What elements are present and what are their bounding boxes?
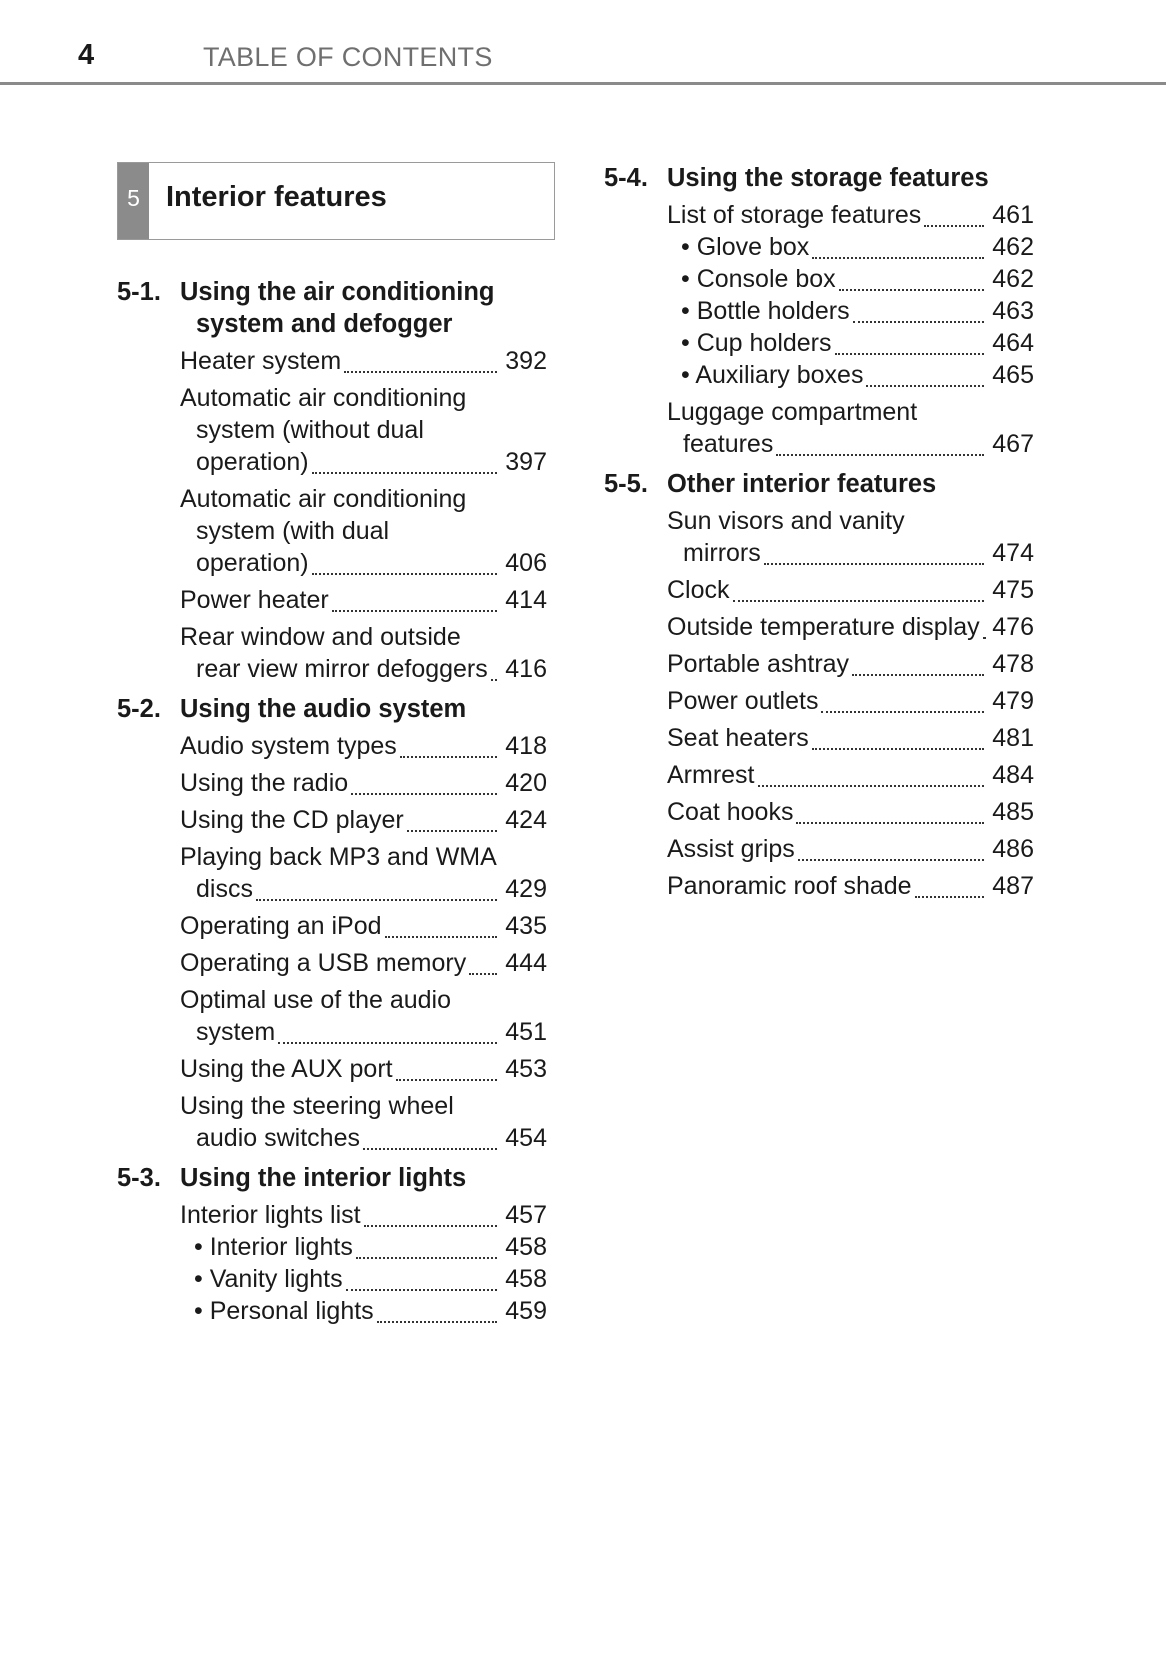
dot-leader [491, 661, 497, 681]
toc-entry[interactable] [180, 1199, 547, 1231]
toc-subentry[interactable] [667, 263, 1034, 295]
entry-page-number: 453 [505, 1055, 547, 1083]
entry-page-number: 474 [992, 539, 1034, 567]
entry-page-number: 451 [505, 1018, 547, 1046]
dot-leader [256, 881, 497, 901]
entry-page-number: 464 [992, 329, 1034, 357]
toc-section [604, 162, 1034, 460]
entry-label: Rear window and outside rear view mirror defoggers [180, 623, 488, 683]
toc-entry[interactable] [667, 759, 1034, 791]
entry-label: • Auxiliary boxes [681, 361, 864, 389]
entry-label: • Glove box [681, 233, 810, 261]
entry-label: Power heater [180, 586, 329, 614]
entry-page-number: 459 [505, 1297, 547, 1325]
dot-leader [356, 1239, 497, 1259]
entry-page-number: 476 [992, 613, 1034, 641]
entry-label: • Personal lights [194, 1297, 374, 1325]
dot-leader [351, 775, 497, 795]
dot-leader [764, 545, 984, 565]
entry-page-number: 457 [505, 1201, 547, 1229]
toc-entry[interactable] [180, 1053, 547, 1085]
toc-entry[interactable] [180, 984, 547, 1048]
toc-entry[interactable] [180, 483, 547, 579]
dot-leader [853, 303, 984, 323]
dot-leader [400, 738, 497, 758]
toc-subentry[interactable] [667, 231, 1034, 263]
dot-leader [758, 767, 985, 787]
chapter-heading-box [117, 162, 555, 240]
entry-label: Using the radio [180, 769, 349, 797]
entry-label: • Bottle holders [681, 297, 850, 325]
entry-label: • Console box [681, 265, 836, 293]
toc-subentry[interactable] [180, 1263, 547, 1295]
entry-label: Interior lights list [180, 1201, 361, 1229]
entry-label: Armrest [667, 761, 755, 789]
dot-leader [364, 1207, 497, 1227]
toc-section [117, 276, 547, 685]
toc-entry[interactable] [180, 804, 547, 836]
dot-leader [798, 841, 984, 861]
dot-leader [363, 1130, 497, 1150]
toc-entry[interactable] [667, 685, 1034, 717]
entry-list [180, 1199, 547, 1327]
entry-label: Portable ashtray [667, 650, 850, 678]
entry-page-number: 467 [992, 430, 1034, 458]
entry-label: Assist grips [667, 835, 795, 863]
entry-page-number: 458 [505, 1233, 547, 1261]
entry-label: Outside temperature display [667, 613, 980, 641]
entry-page-number: 487 [992, 872, 1034, 900]
dot-leader [821, 693, 984, 713]
entry-label: • Interior lights [194, 1233, 353, 1261]
section-title: Using the audio system [180, 695, 467, 723]
entry-label: Panoramic roof shade [667, 872, 912, 900]
entry-page-number: 465 [992, 361, 1034, 389]
entry-page-number: 478 [992, 650, 1034, 678]
section-number: 5-5. [604, 470, 648, 498]
entry-label: Automatic air conditioning system (with dual operation) [180, 485, 467, 577]
entry-label: • Cup holders [681, 329, 832, 357]
section-number: 5-4. [604, 164, 648, 192]
entry-page-number: 418 [505, 732, 547, 760]
entry-label: Operating a USB memory [180, 949, 467, 977]
entry-page-number: 458 [505, 1265, 547, 1293]
entry-page-number: 420 [505, 769, 547, 797]
dot-leader [812, 730, 984, 750]
entry-page-number: 435 [505, 912, 547, 940]
running-title: TABLE OF CONTENTS [203, 42, 493, 72]
section-number: 5-2. [117, 695, 161, 723]
section-heading[interactable] [604, 162, 1034, 194]
entry-page-number: 486 [992, 835, 1034, 863]
entry-list [667, 199, 1034, 460]
toc-entry[interactable] [667, 796, 1034, 828]
toc-entry[interactable] [180, 621, 547, 685]
entry-label: Using the AUX port [180, 1055, 393, 1083]
toc-section [604, 468, 1034, 902]
dot-leader [796, 804, 984, 824]
section-title: Using the storage features [667, 164, 989, 192]
toc-entry[interactable] [180, 584, 547, 616]
toc-subentry[interactable] [667, 295, 1034, 327]
section-heading[interactable] [117, 693, 547, 725]
toc-entry[interactable] [180, 382, 547, 478]
entry-page-number: 484 [992, 761, 1034, 789]
toc-entry[interactable] [667, 505, 1034, 569]
toc-entry[interactable] [667, 611, 1034, 643]
entry-list [180, 345, 547, 685]
entry-label: Audio system types [180, 732, 397, 760]
entry-label: Using the CD player [180, 806, 404, 834]
entry-page-number: 481 [992, 724, 1034, 752]
toc-subentry[interactable] [180, 1295, 547, 1327]
entry-page-number: 416 [505, 655, 547, 683]
toc-column-left [117, 268, 547, 1331]
entry-page-number: 461 [992, 201, 1034, 229]
entry-page-number: 414 [505, 586, 547, 614]
dot-leader [278, 1024, 497, 1044]
dot-leader [915, 878, 984, 898]
entry-label: Heater system [180, 347, 342, 375]
toc-entry[interactable] [667, 199, 1034, 231]
section-title: Using the interior lights [180, 1164, 467, 1192]
dot-leader [346, 1271, 497, 1291]
entry-page-number: 475 [992, 576, 1034, 604]
entry-page-number: 392 [505, 347, 547, 375]
toc-section [117, 1162, 547, 1327]
section-heading[interactable] [604, 468, 1034, 500]
dot-leader [733, 582, 984, 602]
dot-leader [852, 656, 984, 676]
entry-label: Operating an iPod [180, 912, 382, 940]
entry-page-number: 444 [505, 949, 547, 977]
entry-label: Power outlets [667, 687, 819, 715]
toc-entry[interactable] [667, 833, 1034, 865]
section-number: 5-1. [117, 278, 161, 306]
dot-leader [812, 239, 984, 259]
dot-leader [469, 955, 497, 975]
section-title: Other interior features [667, 470, 937, 498]
section-title: Using the air conditioning system and defogger [180, 278, 495, 338]
entry-label: Seat heaters [667, 724, 809, 752]
entry-label: Automatic air conditioning system (without dual operation) [180, 384, 467, 476]
entry-label: Luggage compartment features [667, 398, 918, 458]
page-number: 4 [78, 39, 95, 71]
toc-entry[interactable] [667, 396, 1034, 460]
dot-leader [396, 1061, 497, 1081]
toc-column-right [604, 154, 1034, 906]
entry-label: Playing back MP3 and WMA discs [180, 843, 496, 903]
entry-page-number: 462 [992, 265, 1034, 293]
entry-page-number: 424 [505, 806, 547, 834]
dot-leader [312, 555, 497, 575]
toc-entry[interactable] [180, 767, 547, 799]
entry-label: Using the steering wheel audio switches [180, 1092, 454, 1152]
dot-leader [385, 918, 497, 938]
toc-section [117, 693, 547, 1154]
toc-entry[interactable] [180, 910, 547, 942]
section-number: 5-3. [117, 1164, 161, 1192]
dot-leader [983, 619, 984, 639]
section-heading[interactable] [117, 1162, 547, 1194]
dot-leader [839, 271, 984, 291]
entry-label: Coat hooks [667, 798, 794, 826]
toc-entry[interactable] [667, 870, 1034, 902]
entry-page-number: 406 [505, 549, 547, 577]
entry-list [180, 730, 547, 1154]
dot-leader [407, 812, 497, 832]
toc-entry[interactable] [180, 947, 547, 979]
dot-leader [835, 335, 984, 355]
toc-entry[interactable] [180, 345, 547, 377]
entry-page-number: 429 [505, 875, 547, 903]
entry-list [667, 505, 1034, 902]
dot-leader [377, 1303, 497, 1323]
toc-entry[interactable] [667, 722, 1034, 754]
toc-subentry[interactable] [667, 327, 1034, 359]
toc-entry[interactable] [180, 730, 547, 762]
entry-page-number: 397 [505, 448, 547, 476]
entry-label: List of storage features [667, 201, 922, 229]
toc-entry[interactable] [667, 574, 1034, 606]
chapter-title: Interior features [166, 181, 387, 213]
dot-leader [344, 353, 497, 373]
entry-label: Sun visors and vanity mirrors [667, 507, 905, 567]
entry-label: Clock [667, 576, 730, 604]
dot-leader [776, 436, 984, 456]
entry-page-number: 454 [505, 1124, 547, 1152]
toc-entry[interactable] [180, 841, 547, 905]
section-heading[interactable] [117, 276, 547, 340]
toc-entry[interactable] [180, 1090, 547, 1154]
dot-leader [924, 207, 984, 227]
toc-subentry[interactable] [180, 1231, 547, 1263]
header-rule [0, 82, 1166, 85]
toc-entry[interactable] [667, 648, 1034, 680]
dot-leader [866, 367, 984, 387]
dot-leader [312, 454, 497, 474]
chapter-number-tab: 5 [118, 163, 149, 239]
entry-page-number: 485 [992, 798, 1034, 826]
entry-label: • Vanity lights [194, 1265, 343, 1293]
entry-label: Optimal use of the audio system [180, 986, 451, 1046]
toc-subentry[interactable] [667, 359, 1034, 391]
entry-page-number: 479 [992, 687, 1034, 715]
entry-page-number: 462 [992, 233, 1034, 261]
dot-leader [332, 592, 497, 612]
entry-page-number: 463 [992, 297, 1034, 325]
